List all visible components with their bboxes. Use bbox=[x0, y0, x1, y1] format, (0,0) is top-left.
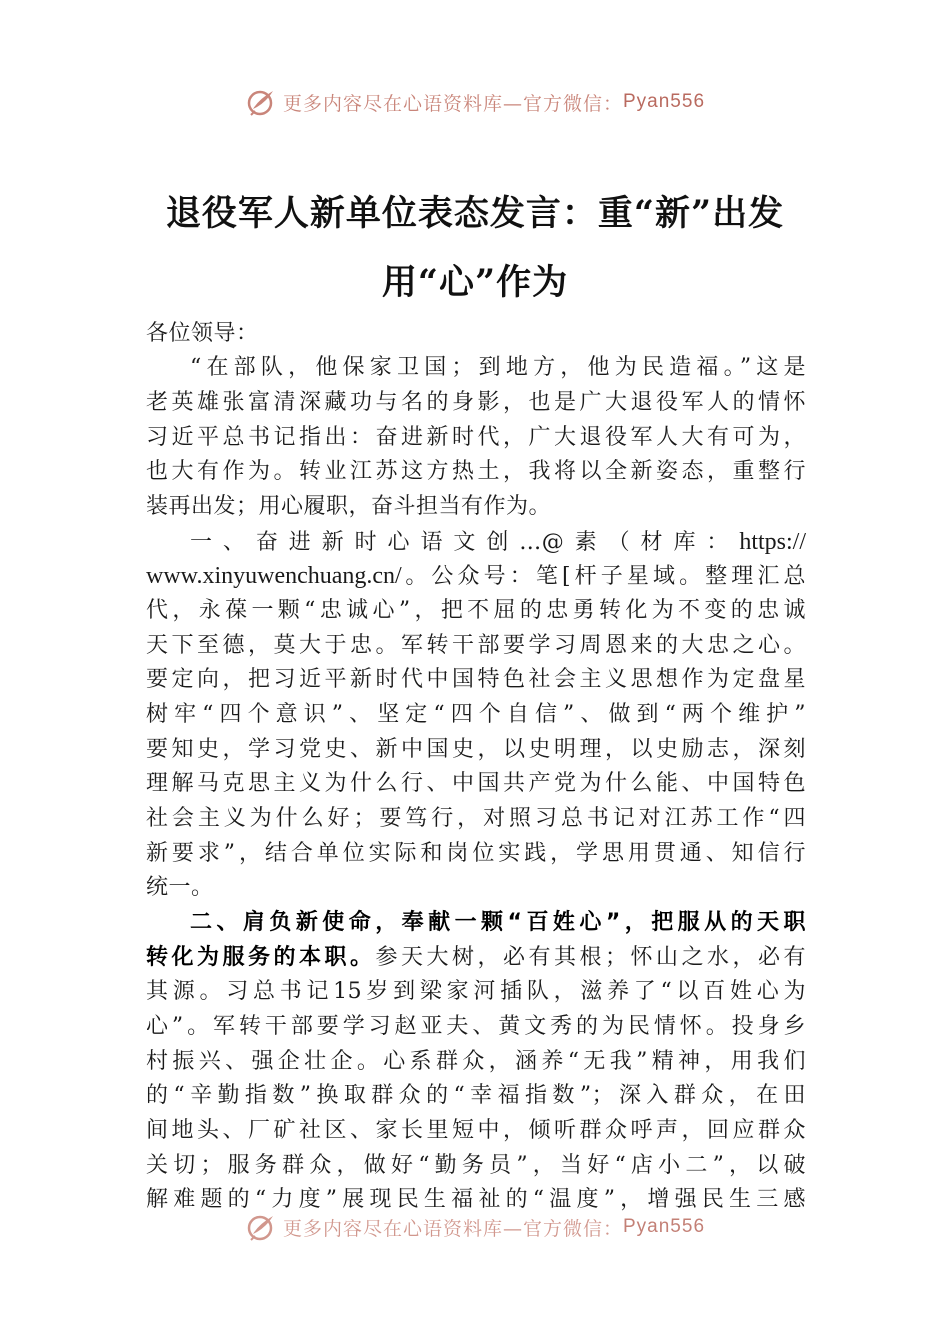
paragraph-3-line: 村振兴、强企壮企。心系群众，涵养“无我”精神，用我们 bbox=[146, 1049, 806, 1074]
quill-logo-icon bbox=[245, 1210, 279, 1244]
section-2-heading: 二、肩负新使命，奉献一颗“百姓心”，把服从的天职 bbox=[190, 910, 806, 935]
paragraph-2-line bbox=[146, 559, 806, 593]
paragraph-2-line: 代，永葆一颗“忠诚心”，把不屈的忠勇转化为不变的忠诚 bbox=[146, 598, 806, 623]
paragraph-1-line: 习近平总书记指出：奋进新时代，广大退役军人大有可为， bbox=[146, 425, 806, 450]
paragraph-3-line: 心”。军转干部要学习赵亚夫、黄文秀的为民情怀。投身乡 bbox=[146, 1014, 806, 1039]
paragraph-3-text: 参天大树，必有其根；怀山之水，必有 bbox=[375, 945, 806, 970]
section-2-heading-cont: 转化为服务的本职。 bbox=[146, 945, 376, 970]
paragraph-2-line: 社会主义为什么好；要笃行，对照习总书记对江苏工作“四 bbox=[146, 806, 806, 831]
paragraph-1-line: 也大有作为。转业江苏这方热土，我将以全新姿态，重整行 bbox=[146, 459, 806, 484]
watermark-code: Pyan556 bbox=[623, 91, 706, 112]
watermark-text: 更多内容尽在心语资料库—官方微信： bbox=[282, 1217, 623, 1240]
paragraph-1-line: 老英雄张富清深藏功与名的身影，也是广大退役军人的情怀 bbox=[146, 390, 806, 415]
paragraph-3-line bbox=[146, 941, 806, 975]
url-part-2: www.xinyuwenchuang.cn/ bbox=[146, 563, 402, 589]
greeting: 各位领导： bbox=[146, 321, 259, 346]
paragraph-3-line: 其源。习总书记15岁到梁家河插队，滋养了“以百姓心为 bbox=[146, 979, 806, 1004]
paragraph-2-text: 。公众号：笔[杆子星域。整理汇总 bbox=[401, 564, 806, 589]
page-title-line-2: 用“心”作为 bbox=[381, 262, 569, 303]
paragraph-2-line: 理解马克思主义为什么行、中国共产党为什么能、中国特色 bbox=[146, 771, 806, 796]
watermark-banner-top bbox=[0, 82, 950, 122]
page-title-line-1: 退役军人新单位表态发言：重“新”出发 bbox=[165, 193, 785, 234]
paragraph-3-line: 的“辛勤指数”换取群众的“幸福指数”；深入群众，在田 bbox=[146, 1083, 806, 1108]
paragraph-3-line: 间地头、厂矿社区、家长里短中，倾听群众呼声，回应群众 bbox=[146, 1118, 806, 1143]
paragraph-3-line: 关切；服务群众，做好“勤务员”，当好“店小二”，以破 bbox=[146, 1153, 806, 1178]
paragraph-1-line: “在部队，他保家卫国；到地方，他为民造福。”这是 bbox=[190, 355, 806, 380]
watermark-banner-bottom bbox=[0, 1207, 950, 1247]
paragraph-2-line: 天下至德，莫大于忠。军转干部要学习周恩来的大忠之心。 bbox=[146, 633, 806, 658]
paragraph-3-line bbox=[146, 906, 806, 940]
paragraph-2-line bbox=[146, 525, 806, 559]
watermark-text: 更多内容尽在心语资料库—官方微信： bbox=[282, 92, 623, 115]
paragraph-3-line: 解难题的“力度”展现民生福祉的“温度”，增强民生三感 bbox=[146, 1187, 806, 1212]
paragraph-2-line: 树牢“四个意识”、坚定“四个自信”、做到“两个维护” bbox=[146, 702, 806, 727]
url-part-1: https:// bbox=[739, 529, 806, 555]
section-1-heading: 一、奋进新时心语文创…@素（材库： bbox=[190, 530, 740, 555]
watermark-code: Pyan556 bbox=[623, 1216, 706, 1237]
paragraph-2-line: 统一。 bbox=[146, 875, 214, 900]
quill-logo-icon bbox=[245, 85, 279, 119]
paragraph-2-line: 要定向，把习近平新时代中国特色社会主义思想作为定盘星 bbox=[146, 667, 806, 692]
paragraph-2-line: 要知史，学习党史、新中国史，以史明理，以史励志，深刻 bbox=[146, 737, 806, 762]
paragraph-2-line: 新要求”，结合单位实际和岗位实践，学思用贯通、知信行 bbox=[146, 841, 806, 866]
paragraph-1-line: 装再出发；用心履职，奋斗担当有作为。 bbox=[146, 494, 552, 519]
